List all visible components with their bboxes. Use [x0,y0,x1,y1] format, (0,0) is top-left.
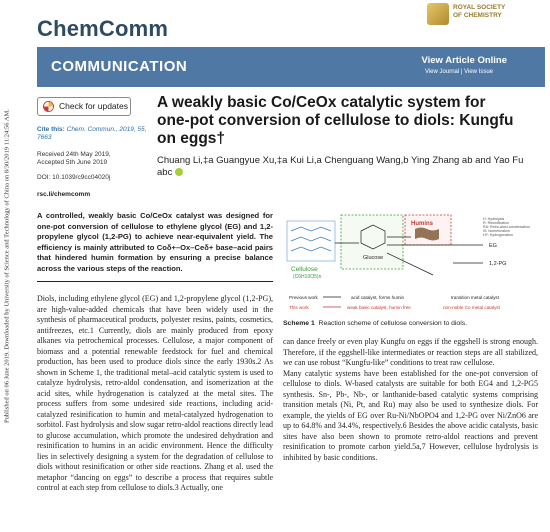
legend-item-4: IS: Isomerization [483,229,510,233]
this-work-metal-label: non-noble Co metal catalyst [443,305,500,310]
legend-item-5: HY: Hydrogenation [483,233,514,237]
orcid-icon[interactable] [175,168,183,176]
journal-title[interactable]: ChemComm [37,16,169,41]
journal-short-url[interactable]: rsc.li/chemcomm [37,191,91,198]
authors-text: Chuang Li,‡a Guangyue Xu,‡a Kui Li,a Chenguang Wang,b Ying Zhang ab and Yao Fu abc [157,155,524,178]
legend-item-2: R: Resinification [483,221,509,225]
author-list [157,155,537,179]
this-work-catalyst-label: weak basic catalyst, humin free [347,305,411,310]
reaction-scheme-figure [283,213,539,317]
publisher-name [453,4,533,19]
cite-value[interactable]: Chem. Commun., 2019, 55, 7663 [37,126,147,141]
section-banner [37,47,545,87]
abstract-divider [37,281,273,282]
doi-link[interactable]: DOI: 10.1039/c9cc04020j [37,174,111,181]
scheme-comparison-legend [289,295,501,310]
received-date: Received 24th May 2019, [37,151,111,158]
cite-label: Cite this: [37,126,65,133]
previous-catalyst-label: acid catalyst, forms humin [351,295,405,300]
humins-label: Humins [411,221,434,227]
legend-item-3: RA: Retro-aldol condensation [483,225,530,229]
this-work-label: This work [289,305,309,310]
body-text-left: Diols, including ethylene glycol (EG) and 1,2-propylene glycol (1,2-PG), are high-value-added chemicals that have been widely used in the synthesis of pharmaceutical products, polyester resins, paints, cosmetics, antifreezes, etc.1 Currently, diols are mainly produced from epoxy alkanes via petrochemical processes. Cellulose, a major component of biomass and a potential renewable feedstock for fuel and chemical production, has been used to produce diols since the early 1930s.2 As shown in Scheme 1, the traditional metal–acid catalytic system is used to catalyze hydrolysis, retro-aldol condensation, and isomerization at the acid sites, while hydrogenation is catalyzed at the metal sites. The process suffers from some undesired side reactions, including acid-catalyzed resinification to humin and metal-catalyzed hydrogenation to sorbitol. Fast hydrolysis and slow sugar retro-aldol reactions directly lead to glucose accumulation, which promote the undesired dehydration and resinification to humins in an acidic environment. Hence the difficulty lies in selectively designing a system for the degradation of cellulose to diols without resinification or other side reactions. Zhang et al. used the metaphor “dancing on eggs” to describe a process that requires subtle control at each step from cellulose to diols.3 Actually, one [37,294,273,492]
pg-product-label: 1,2-PG [489,261,507,267]
view-article-online-link[interactable]: View Article Online [421,55,507,66]
abstract: A controlled, weakly basic Co/CeOx catalyst was designed for one-pot conversion of cellulose to ethylene glycol (EG) and 1,2-propylene glycol (1,2-PG) to achieve near-equivalent yield. The efficiency is mainly attributed to Coδ+–Ox–Ceδ+ base–acid pairs that hindered humin formation by ensuring a precise balance across the various steps of the reaction. [37,211,273,273]
publisher-name-line2: OF CHEMISTRY [453,11,502,19]
publisher-name-line1: ROYAL SOCIETY [453,4,506,11]
cellulose-label: Cellulose [291,266,318,273]
article-title: A weakly basic Co/CeOx catalytic system for one-pot conversion of cellulose to diols: Kungfu on eggs† [157,94,514,147]
glucose-label: Glucose [363,255,384,261]
journal-issue-links[interactable]: View Journal | View Issue [424,69,493,75]
cellulose-formula: (C6H10O5)n [293,274,322,280]
cellulose-structure-icon [287,221,335,261]
section-label: COMMUNICATION [51,58,188,75]
eg-product-label: EG [489,243,497,249]
publication-note: Published on 06 June 2019. Downloaded by University of Science and Technology of China on 8/30/2019 11:24:56 AM. [3,109,11,423]
check-updates-icon [43,101,54,112]
citation-block [37,126,147,142]
scheme-caption-label: Scheme 1 [283,320,315,327]
accepted-date: Accepted 5th June 2019 [37,159,108,166]
publication-sidebar [0,0,14,532]
previous-metal-label: transition metal catalyst [451,295,499,300]
legend-item-1: H: Hydrolysis [483,217,505,221]
scheme-legend [483,217,530,237]
rsc-crest-icon [427,3,449,25]
body-text-right: can dance freely or even play Kungfu on eggs if the eggshell is strong enough. Therefore, if the eggshell-like intermediates or reaction steps are all stabilized, we can use robust “Kungfu-like” conditions to treat raw cellulose. Many catalytic systems have been established for the one-pot conversion of cellulose to diols. W-based catalysts are suitable for both EG4 and 1,2-PG5 synthesis. Sn-, Pb-, Nb-, or lanthanide-based catalytic systems comprising transition metals (Ni, Pt, and Ru) may also be used to synthesize diols. For example, the yields of EG over Ru-Ni/NbOPO4 and 1,2-PG over Ni/ZnO6 are up to 64.8% and 34.4%, respectively.6 Besides the above acidic catalysts, basic sites have also been shown to promote retro-aldol reactions and prevent resinification to promote carbon yield.5a,7 However, cellulose hydrolysis is inhibited by basic conditions. [283,337,538,462]
scheme-caption [283,320,539,327]
scheme-caption-text: Reaction scheme of cellulose conversion to diols. [318,320,468,327]
publisher-logo[interactable] [427,0,507,36]
previous-work-label: Previous work [289,295,318,300]
check-updates-label: Check for updates [59,101,128,111]
check-updates-button[interactable] [37,97,131,116]
